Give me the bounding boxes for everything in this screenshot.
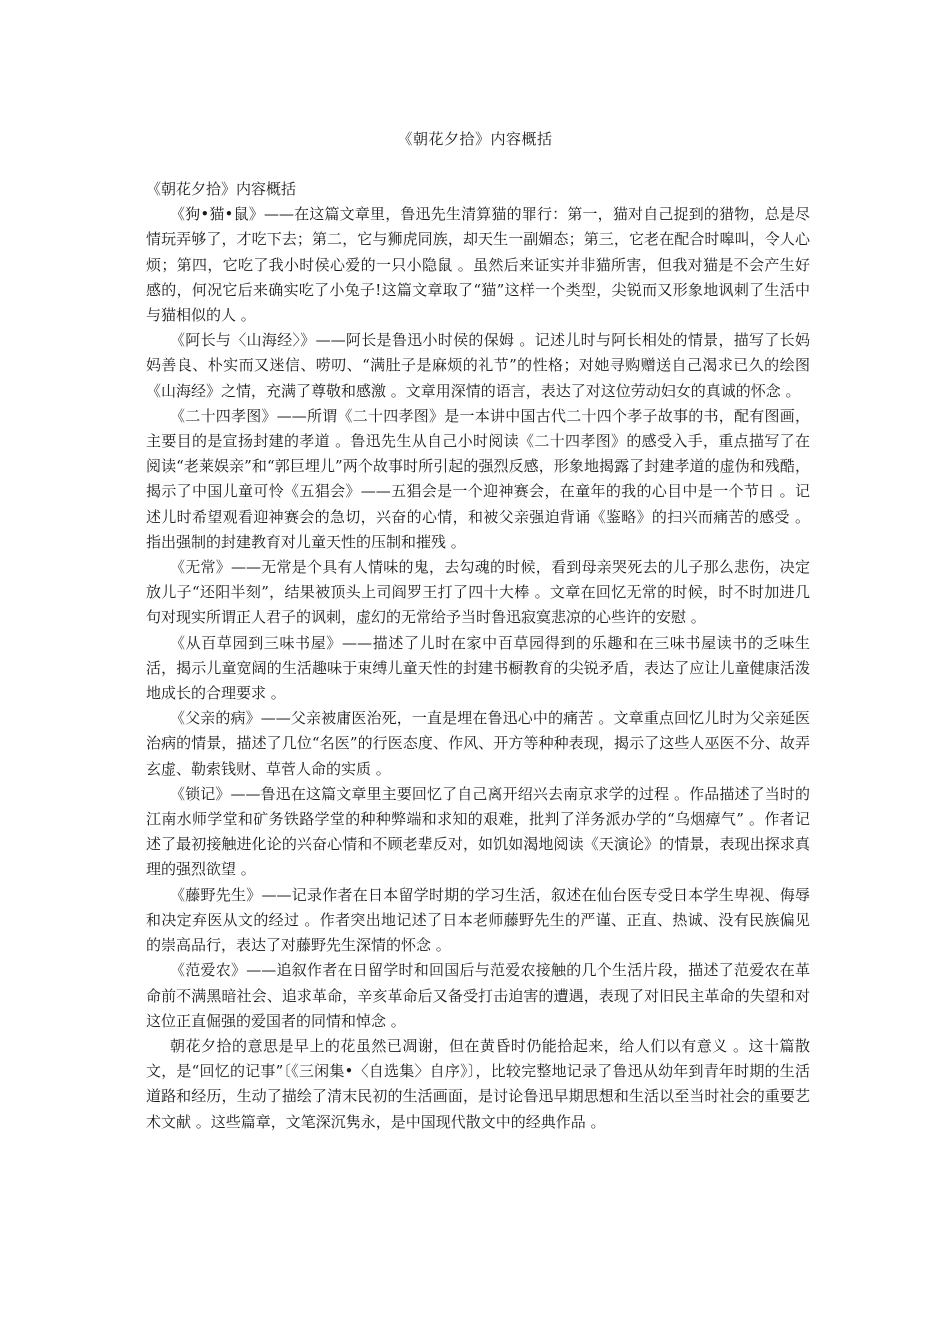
paragraph-suoji: 《锁记》——鲁迅在这篇文章里主要回忆了自己离开绍兴去南京求学的过程 。作品描述了当时的江南水师学堂和矿务铁路学堂的种种弊端和求知的艰难，批判了洋务派办学的“乌烟瘴气” 。作者记述了最初接触进化论的兴奋心情和不顾老辈反对，如饥如渴地阅读《天演论》的情景，表现出探求真理的强烈欲望 。	[146, 784, 810, 879]
paragraph-baicaoyuan: 《从百草园到三味书屋》——描述了儿时在家中百草园得到的乐趣和在三味书屋读书的乏味生活，揭示儿童宽阔的生活趣味于束缚儿童天性的封建书橱教育的尖锐矛盾，表达了应让儿童健康活泼地成长的合理要求 。	[146, 633, 810, 703]
paragraph-fan-ainong: 《范爱农》——追叙作者在日留学时和回国后与范爱农接触的几个生活片段，描述了范爱农在革命前不满黑暗社会、追求革命，辛亥革命后又备受打击迫害的遭遇，表现了对旧民主革命的失望和对这位正直倔强的爱国者的同情和悼念 。	[146, 961, 810, 1030]
paragraph-dog-cat-mouse: 《狗•猫•鼠》——在这篇文章里，鲁迅先生清算猫的罪行：第一，猫对自己捉到的猎物，总是尽情玩弄够了，才吃下去；第二，它与狮虎同族，却天生一副媚态；第三，它老在配合时嗥叫，令人心烦；第四，它吃了我小时侯心爱的一只小隐鼠 。虽然后来证实并非猫所害，但我对猫是不会产生好感的，何况它后来确实吃了小兔子!这篇文章取了“猫”这样一个类型，尖锐而又形象地讽刺了生活中与猫相似的人 。	[146, 205, 810, 325]
section-heading: 《朝花夕拾》内容概括	[146, 180, 297, 198]
paragraph-father-illness: 《父亲的病》——父亲被庸医治死，一直是埋在鲁迅心中的痛苦 。文章重点回忆儿时为父亲延医治病的情景，描述了几位“名医”的行医态度、作风、开方等种种表现，揭示了这些人巫医不分、故弄玄虚、勒索钱财、草菅人命的实质 。	[146, 709, 810, 778]
document-title: 《朝花夕拾》内容概括	[397, 130, 553, 148]
paragraph-summary: 朝花夕拾的意思是早上的花虽然已凋谢，但在黄昏时仍能拾起来，给人们以有意义 。这十篇散文，是“回忆的记事”〔《三闲集•〈自选集〉自序》〕，比较完整地记录了鲁迅从幼年到青年时期的生活道路和经历，生动了描绘了清末民初的生活画面，是讨论鲁迅早期思想和生活以至当时社会的重要艺术文献 。这些篇章，文笔深沉隽永，是中国现代散文中的经典作品 。	[146, 1036, 810, 1131]
document-body	[146, 177, 810, 1135]
paragraph-twenty-four-filial: 《二十四孝图》——所谓《二十四孝图》是一本讲中国古代二十四个孝子故事的书，配有图画，主要目的是宣扬封建的孝道 。鲁迅先生从自己小时阅读《二十四孝图》的感受入手，重点描写了在阅读“老莱娱亲”和“郭巨埋儿”两个故事时所引起的强烈反感，形象地揭露了封建孝道的虚伪和残酷，揭示了中国儿童可怜《五猖会》——五猖会是一个迎神赛会，在童年的我的心目中是一个节日 。记述儿时希望观看迎神赛会的急切，兴奋的心情，和被父亲强迫背诵《鉴略》的扫兴而痛苦的感受 。指出强制的封建教育对儿童天性的压制和摧残 。	[146, 406, 810, 551]
paragraph-fujino: 《藤野先生》——记录作者在日本留学时期的学习生活，叙述在仙台医专受日本学生卑视、侮辱和决定弃医从文的经过 。作者突出地记述了日本老师藤野先生的严谨、正直、热诚、没有民族偏见的崇高品行，表达了对藤野先生深情的怀念 。	[146, 885, 810, 955]
paragraph-wuchang: 《无常》——无常是个具有人情味的鬼，去勾魂的时候，看到母亲哭死去的儿子那么悲伤，决定放儿子“还阳半刻”，结果被顶头上司阎罗王打了四十大棒 。文章在回忆无常的时候，时不时加进几句对现实所谓正人君子的讽刺，虚幻的无常给予当时鲁迅寂寞悲凉的心些许的安慰 。	[146, 558, 810, 627]
paragraph-ah-chang: 《阿长与〈山海经〉》——阿长是鲁迅小时侯的保姆 。记述儿时与阿长相处的情景，描写了长妈妈善良、朴实而又迷信、唠叨、“满肚子是麻烦的礼节”的性格；对她寻购赠送自己渴求已久的绘图《山海经》之情，充满了尊敬和感激 。文章用深情的语言，表达了对这位劳动妇女的真诚的怀念 。	[146, 331, 810, 400]
